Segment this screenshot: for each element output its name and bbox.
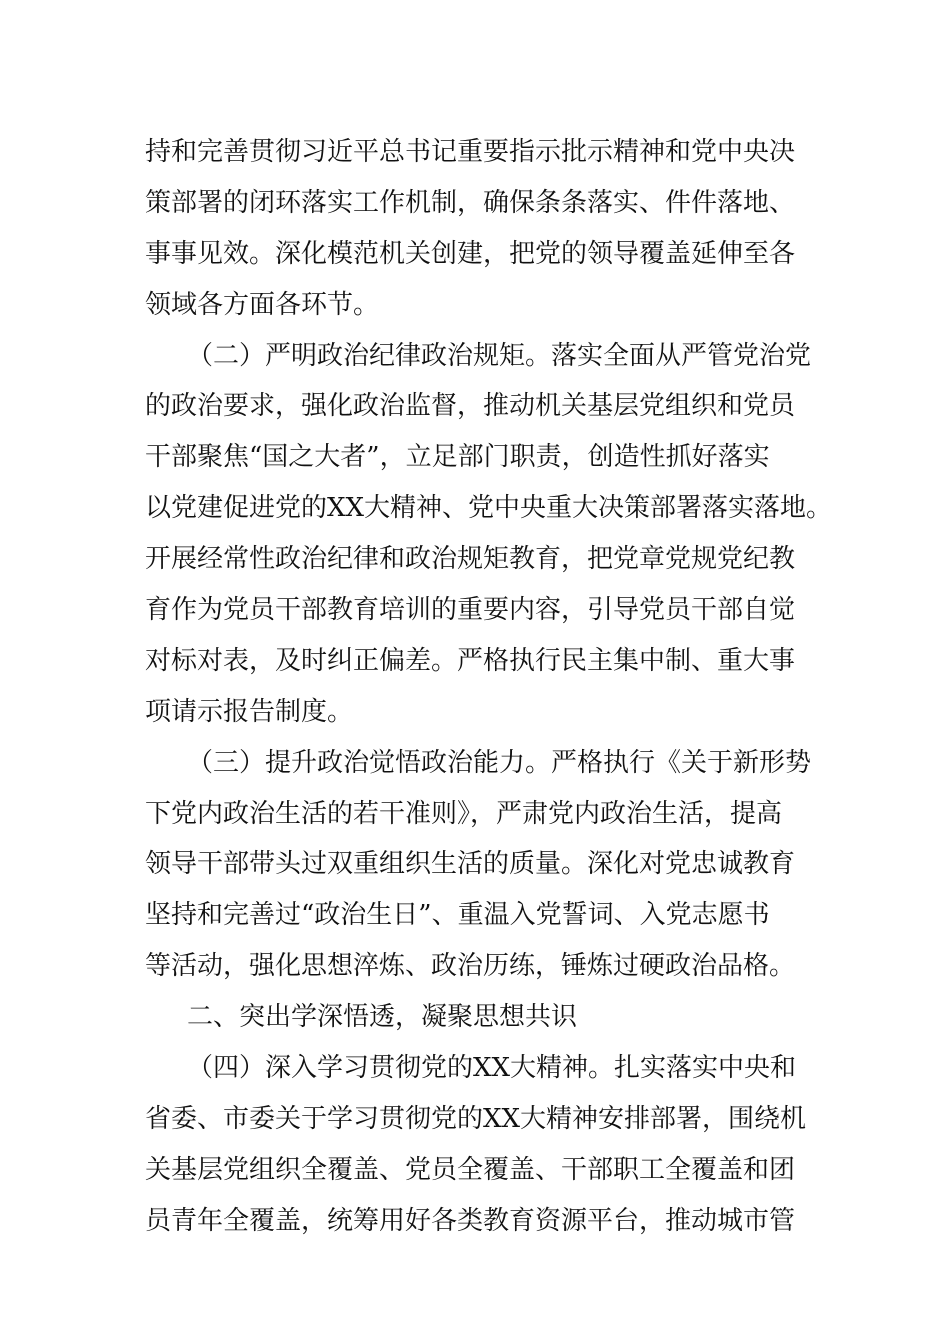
text-line: 省委、市委关于学习贯彻党的XX大精神安排部署，围绕机	[145, 1103, 807, 1134]
section-heading-line: （二）严明政治纪律政治规矩。落实全面从严管党治党	[187, 340, 812, 371]
body-text	[145, 127, 833, 1247]
text-line: 等活动，强化思想淬炼、政治历练，锤炼过硬政治品格。	[145, 951, 796, 982]
text-line: 领导干部带头过双重组织生活的质量。深化对党忠诚教育	[145, 849, 796, 880]
text-line: 事事见效。深化模范机关创建，把党的领导覆盖延伸至各	[145, 238, 796, 269]
text-line: 关基层党组织全覆盖、党员全覆盖、干部职工全覆盖和团	[145, 1154, 796, 1185]
text-line: 开展经常性政治纪律和政治规矩教育，把党章党规党纪教	[145, 544, 796, 575]
section-heading-line: （四）深入学习贯彻党的XX大精神。扎实落实中央和	[187, 1053, 797, 1084]
text-line: 坚持和完善过“政治生日”、重温入党誓词、入党志愿书	[145, 900, 770, 931]
section-heading-line: （三）提升政治觉悟政治能力。严格执行《关于新形势	[187, 747, 812, 778]
text-line: 育作为党员干部教育培训的重要内容，引导党员干部自觉	[145, 595, 796, 626]
text-line: 持和完善贯彻习近平总书记重要指示批示精神和党中央决	[145, 137, 796, 167]
text-line: 干部聚焦“国之大者”，立足部门职责，创造性抓好落实	[145, 442, 770, 473]
text-line: 领域各方面各环节。	[145, 289, 380, 320]
text-line: 以党建促进党的XX大精神、党中央重大决策部署落实落地。	[145, 493, 833, 524]
text-line: 下党内政治生活的若干准则》，严肃党内政治生活，提高	[145, 798, 783, 829]
text-line: 策部署的闭环落实工作机制，确保条条落实、件件落地、	[145, 187, 796, 218]
text-line: 员青年全覆盖，统筹用好各类教育资源平台，推动城市管	[145, 1205, 796, 1236]
chapter-heading-line: 二、突出学深悟透，凝聚思想共识	[187, 1002, 578, 1033]
text-line: 项请示报告制度。	[145, 696, 354, 727]
text-line: 对标对表，及时纠正偏差。严格执行民主集中制、重大事	[145, 645, 796, 676]
text-line: 的政治要求，强化政治监督，推动机关基层党组织和党员	[145, 391, 796, 422]
